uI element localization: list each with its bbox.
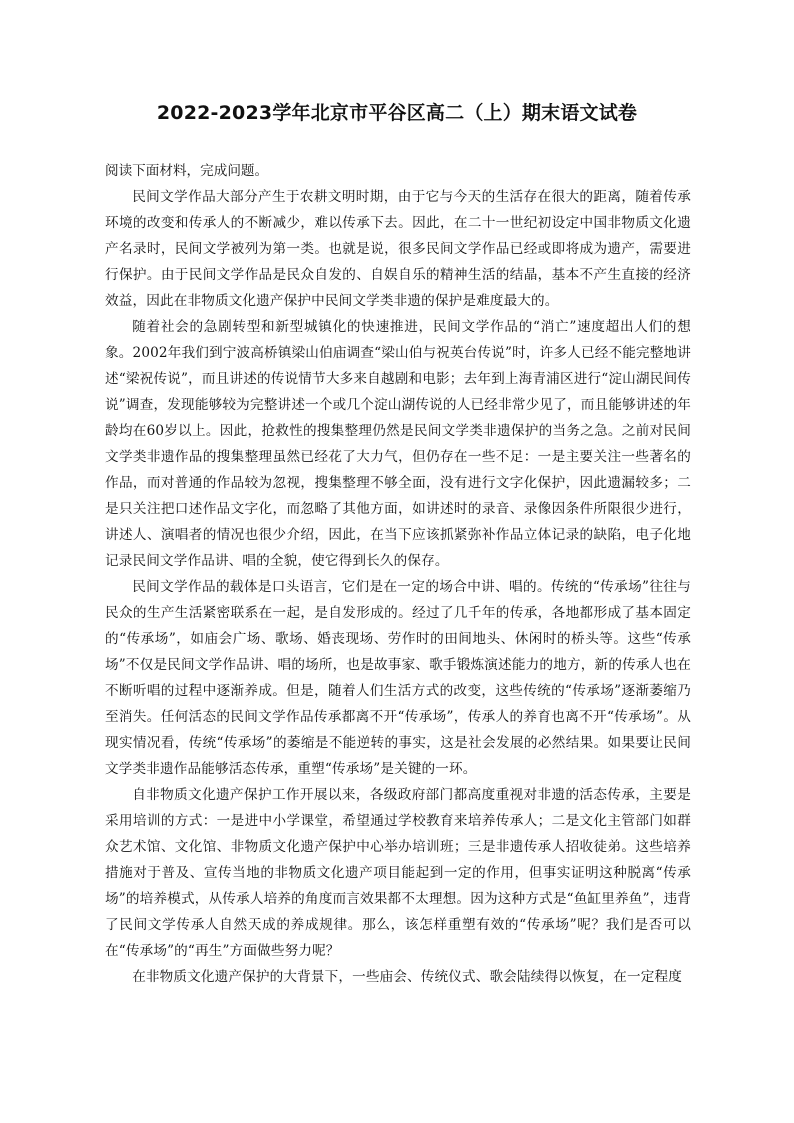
paragraph-4: 自非物质文化遗产保护工作开展以来，各级政府部门都高度重视对非遗的活态传承，主要是采用培训的方式：一是进中小学课堂，希望通过学校教育来培养传承人；二是文化主管部门如群众艺术馆、文化馆、非物质文化遗产保护中心举办培训班；三是非遗传承人招收徒弟。这些培养措施对于普及、宣传当地的非物质文化遗产项目能起到一定的作用，但事实证明这种脱离“传承场”的培养模式，从传承人培养的角度而言效果都不太理想。因为这种方式是“鱼缸里养鱼”，违背了民间文学传承人自然天成的养成规律。那么，该怎样重塑有效的“传承场”呢？我们是否可以在“传承场”的“再生”方面做些努力呢？ [105, 787, 691, 959]
document-title: 2022-2023学年北京市平谷区高二（上）期末语文试卷 [156, 102, 638, 124]
paragraph-3: 民间文学作品的载体是口头语言，它们是在一定的场合中讲、唱的。传统的“传承场”往往与民众的生产生活紧密联系在一起，是自发形成的。经过了几千年的传承，各地都形成了基本固定的“传承场”，如庙会广场、歌场、婚丧现场、劳作时的田间地头、休闲时的桥头等。这些“传承场”不仅是民间文学作品讲、唱的场所，也是故事家、歌手锻炼演述能力的地方，新的传承人也在不断听唱的过程中逐渐养成。但是，随着人们生活方式的改变，这些传统的“传承场”逐渐萎缩乃至消失。任何活态的民间文学作品传承都离不开“传承场”，传承人的养育也离不开“传承场”。从现实情况看，传统“传承场”的萎缩是不能逆转的事实，这是社会发展的必然结果。如果要让民间文学类非遗作品能够活态传承，重塑“传承场”是关键的一环。 [105, 579, 691, 777]
reading-instruction: 阅读下面材料，完成问题。 [105, 163, 269, 179]
paragraph-5: 在非物质文化遗产保护的大背景下，一些庙会、传统仪式、歌会陆续得以恢复，在一定程度 [132, 969, 682, 985]
paragraph-1: 民间文学作品大部分产生于农耕文明时期，由于它与今天的生活存在很大的距离，随着传承环境的改变和传承人的不断减少，难以传承下去。因此，在二十一世纪初设定中国非物质文化遗产名录时，民间文学被列为第一类。也就是说，很多民间文学作品已经或即将成为遗产，需要进行保护。由于民间文学作品是民众自发的、自娱自乐的精神生活的结晶，基本不产生直接的经济效益，因此在非物质文化遗产保护中民间文学类非遗的保护是难度最大的。 [105, 189, 691, 309]
reading-material [105, 158, 691, 990]
paragraph-2: 随着社会的急剧转型和新型城镇化的快速推进，民间文学作品的“消亡”速度超出人们的想象。2002年我们到宁波高桥镇梁山伯庙调查“梁山伯与祝英台传说”时，许多人已经不能完整地讲述“梁祝传说”，而且讲述的传说情节大多来自越剧和电影；去年到上海青浦区进行“淀山湖民间传说”调查，发现能够较为完整讲述一个或几个淀山湖传说的人已经非常少见了，而且能够讲述的年龄均在60岁以上。因此，抢救性的搜集整理仍然是民间文学类非遗保护的当务之急。之前对民间文学类非遗作品的搜集整理虽然已经花了大力气，但仍存在一些不足：一是主要关注一些著名的作品，而对普通的作品较为忽视，搜集整理不够全面，没有进行文字化保护，因此遗漏较多；二是只关注把口述作品文字化，而忽略了其他方面，如讲述时的录音、录像因条件所限很少进行，讲述人、演唱者的情况也很少介绍，因此，在当下应该抓紧弥补作品立体记录的缺陷，电子化地记录民间文学作品讲、唱的全貌，使它得到长久的保存。 [105, 319, 691, 569]
